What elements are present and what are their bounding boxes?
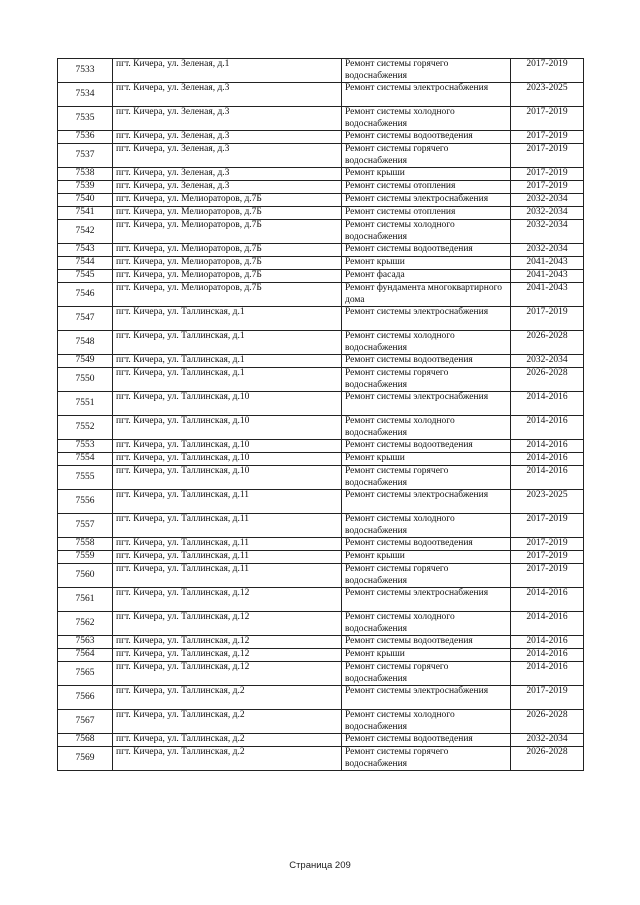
work-type-cell: Ремонт системы холодного водоснабжения bbox=[342, 220, 511, 244]
address-cell: пгт. Кичера, ул. Таллинская, д.12 bbox=[113, 649, 342, 662]
table-row bbox=[58, 538, 584, 551]
table-row bbox=[58, 662, 584, 686]
work-type-cell: Ремонт системы горячего водоснабжения bbox=[342, 747, 511, 771]
table-row bbox=[58, 453, 584, 466]
work-type-cell: Ремонт системы горячего водоснабжения bbox=[342, 662, 511, 686]
address-cell: пгт. Кичера, ул. Зеленая, д.1 bbox=[113, 59, 342, 83]
table-row bbox=[58, 331, 584, 355]
table-row bbox=[58, 392, 584, 416]
table-row bbox=[58, 207, 584, 220]
period-cell: 2014-2016 bbox=[511, 466, 584, 490]
period-cell: 2014-2016 bbox=[511, 588, 584, 612]
period-cell: 2032-2034 bbox=[511, 355, 584, 368]
work-type-cell: Ремонт системы горячего водоснабжения bbox=[342, 368, 511, 392]
work-type-cell: Ремонт системы водоотведения bbox=[342, 355, 511, 368]
table-row bbox=[58, 270, 584, 283]
address-cell: пгт. Кичера, ул. Мелиораторов, д.7Б bbox=[113, 207, 342, 220]
row-number-cell: 7537 bbox=[58, 144, 113, 168]
table-row bbox=[58, 59, 584, 83]
period-cell: 2014-2016 bbox=[511, 453, 584, 466]
work-type-cell: Ремонт крыши bbox=[342, 551, 511, 564]
row-number-cell: 7554 bbox=[58, 453, 113, 466]
work-type-cell: Ремонт крыши bbox=[342, 168, 511, 181]
work-type-cell: Ремонт системы отопления bbox=[342, 181, 511, 194]
address-cell: пгт. Кичера, ул. Мелиораторов, д.7Б bbox=[113, 270, 342, 283]
work-type-cell: Ремонт системы холодного водоснабжения bbox=[342, 107, 511, 131]
row-number-cell: 7547 bbox=[58, 307, 113, 331]
table-row bbox=[58, 107, 584, 131]
work-type-cell: Ремонт фасада bbox=[342, 270, 511, 283]
table-row bbox=[58, 440, 584, 453]
address-cell: пгт. Кичера, ул. Таллинская, д.10 bbox=[113, 466, 342, 490]
period-cell: 2014-2016 bbox=[511, 636, 584, 649]
row-number-cell: 7544 bbox=[58, 257, 113, 270]
period-cell: 2032-2034 bbox=[511, 194, 584, 207]
address-cell: пгт. Кичера, ул. Зеленая, д.3 bbox=[113, 107, 342, 131]
period-cell: 2017-2019 bbox=[511, 181, 584, 194]
table-row bbox=[58, 244, 584, 257]
period-cell: 2017-2019 bbox=[511, 551, 584, 564]
row-number-cell: 7534 bbox=[58, 83, 113, 107]
period-cell: 2032-2034 bbox=[511, 207, 584, 220]
address-cell: пгт. Кичера, ул. Зеленая, д.3 bbox=[113, 168, 342, 181]
table-row bbox=[58, 307, 584, 331]
period-cell: 2026-2028 bbox=[511, 331, 584, 355]
address-cell: пгт. Кичера, ул. Таллинская, д.10 bbox=[113, 453, 342, 466]
address-cell: пгт. Кичера, ул. Таллинская, д.1 bbox=[113, 331, 342, 355]
period-cell: 2014-2016 bbox=[511, 649, 584, 662]
row-number-cell: 7538 bbox=[58, 168, 113, 181]
period-cell: 2017-2019 bbox=[511, 686, 584, 710]
row-number-cell: 7546 bbox=[58, 283, 113, 307]
row-number-cell: 7566 bbox=[58, 686, 113, 710]
work-type-cell: Ремонт системы холодного водоснабжения bbox=[342, 612, 511, 636]
address-cell: пгт. Кичера, ул. Таллинская, д.12 bbox=[113, 588, 342, 612]
address-cell: пгт. Кичера, ул. Таллинская, д.10 bbox=[113, 440, 342, 453]
address-cell: пгт. Кичера, ул. Зеленая, д.3 bbox=[113, 83, 342, 107]
row-number-cell: 7558 bbox=[58, 538, 113, 551]
row-number-cell: 7535 bbox=[58, 107, 113, 131]
work-type-cell: Ремонт крыши bbox=[342, 453, 511, 466]
table-row bbox=[58, 368, 584, 392]
work-type-cell: Ремонт системы горячего водоснабжения bbox=[342, 564, 511, 588]
address-cell: пгт. Кичера, ул. Таллинская, д.1 bbox=[113, 355, 342, 368]
work-type-cell: Ремонт системы горячего водоснабжения bbox=[342, 144, 511, 168]
address-cell: пгт. Кичера, ул. Мелиораторов, д.7Б bbox=[113, 244, 342, 257]
period-cell: 2041-2043 bbox=[511, 270, 584, 283]
row-number-cell: 7559 bbox=[58, 551, 113, 564]
row-number-cell: 7539 bbox=[58, 181, 113, 194]
page-number: Страница 209 bbox=[289, 860, 351, 871]
work-type-cell: Ремонт системы электроснабжения bbox=[342, 194, 511, 207]
address-cell: пгт. Кичера, ул. Таллинская, д.2 bbox=[113, 686, 342, 710]
period-cell: 2023-2025 bbox=[511, 83, 584, 107]
row-number-cell: 7551 bbox=[58, 392, 113, 416]
work-type-cell: Ремонт системы холодного водоснабжения bbox=[342, 710, 511, 734]
period-cell: 2017-2019 bbox=[511, 144, 584, 168]
row-number-cell: 7562 bbox=[58, 612, 113, 636]
table-row bbox=[58, 710, 584, 734]
period-cell: 2017-2019 bbox=[511, 107, 584, 131]
period-cell: 2017-2019 bbox=[511, 168, 584, 181]
row-number-cell: 7541 bbox=[58, 207, 113, 220]
period-cell: 2032-2034 bbox=[511, 244, 584, 257]
address-cell: пгт. Кичера, ул. Таллинская, д.2 bbox=[113, 734, 342, 747]
period-cell: 2017-2019 bbox=[511, 307, 584, 331]
work-type-cell: Ремонт системы водоотведения bbox=[342, 244, 511, 257]
address-cell: пгт. Кичера, ул. Таллинская, д.12 bbox=[113, 636, 342, 649]
period-cell: 2014-2016 bbox=[511, 440, 584, 453]
table-row bbox=[58, 355, 584, 368]
address-cell: пгт. Кичера, ул. Мелиораторов, д.7Б bbox=[113, 257, 342, 270]
table-row bbox=[58, 612, 584, 636]
address-cell: пгт. Кичера, ул. Таллинская, д.2 bbox=[113, 747, 342, 771]
row-number-cell: 7563 bbox=[58, 636, 113, 649]
work-type-cell: Ремонт системы электроснабжения bbox=[342, 686, 511, 710]
period-cell: 2026-2028 bbox=[511, 710, 584, 734]
work-type-cell: Ремонт системы электроснабжения bbox=[342, 392, 511, 416]
address-cell: пгт. Кичера, ул. Таллинская, д.10 bbox=[113, 416, 342, 440]
address-cell: пгт. Кичера, ул. Таллинская, д.11 bbox=[113, 490, 342, 514]
work-type-cell: Ремонт системы отопления bbox=[342, 207, 511, 220]
period-cell: 2026-2028 bbox=[511, 747, 584, 771]
address-cell: пгт. Кичера, ул. Таллинская, д.11 bbox=[113, 551, 342, 564]
work-type-cell: Ремонт системы горячего водоснабжения bbox=[342, 59, 511, 83]
period-cell: 2017-2019 bbox=[511, 538, 584, 551]
table-row bbox=[58, 416, 584, 440]
period-cell: 2017-2019 bbox=[511, 59, 584, 83]
table-row bbox=[58, 83, 584, 107]
address-cell: пгт. Кичера, ул. Мелиораторов, д.7Б bbox=[113, 194, 342, 207]
row-number-cell: 7549 bbox=[58, 355, 113, 368]
table-row bbox=[58, 564, 584, 588]
work-type-cell: Ремонт системы водоотведения bbox=[342, 131, 511, 144]
address-cell: пгт. Кичера, ул. Таллинская, д.1 bbox=[113, 368, 342, 392]
address-cell: пгт. Кичера, ул. Таллинская, д.10 bbox=[113, 392, 342, 416]
table-row bbox=[58, 514, 584, 538]
row-number-cell: 7565 bbox=[58, 662, 113, 686]
period-cell: 2032-2034 bbox=[511, 220, 584, 244]
table-row bbox=[58, 168, 584, 181]
period-cell: 2032-2034 bbox=[511, 734, 584, 747]
address-cell: пгт. Кичера, ул. Таллинская, д.11 bbox=[113, 538, 342, 551]
table-body bbox=[58, 59, 584, 771]
table-row bbox=[58, 636, 584, 649]
period-cell: 2014-2016 bbox=[511, 392, 584, 416]
table-row bbox=[58, 686, 584, 710]
row-number-cell: 7556 bbox=[58, 490, 113, 514]
row-number-cell: 7567 bbox=[58, 710, 113, 734]
row-number-cell: 7550 bbox=[58, 368, 113, 392]
work-type-cell: Ремонт крыши bbox=[342, 649, 511, 662]
work-type-cell: Ремонт системы холодного водоснабжения bbox=[342, 514, 511, 538]
table-row bbox=[58, 257, 584, 270]
address-cell: пгт. Кичера, ул. Мелиораторов, д.7Б bbox=[113, 283, 342, 307]
repair-schedule-table bbox=[57, 58, 584, 771]
table-row bbox=[58, 649, 584, 662]
row-number-cell: 7543 bbox=[58, 244, 113, 257]
address-cell: пгт. Кичера, ул. Зеленая, д.3 bbox=[113, 131, 342, 144]
address-cell: пгт. Кичера, ул. Таллинская, д.12 bbox=[113, 612, 342, 636]
row-number-cell: 7533 bbox=[58, 59, 113, 83]
table-row bbox=[58, 490, 584, 514]
address-cell: пгт. Кичера, ул. Таллинская, д.11 bbox=[113, 564, 342, 588]
work-type-cell: Ремонт системы горячего водоснабжения bbox=[342, 466, 511, 490]
row-number-cell: 7561 bbox=[58, 588, 113, 612]
work-type-cell: Ремонт системы электроснабжения bbox=[342, 490, 511, 514]
row-number-cell: 7564 bbox=[58, 649, 113, 662]
table-row bbox=[58, 466, 584, 490]
table-row bbox=[58, 734, 584, 747]
address-cell: пгт. Кичера, ул. Мелиораторов, д.7Б bbox=[113, 220, 342, 244]
table-row bbox=[58, 131, 584, 144]
row-number-cell: 7536 bbox=[58, 131, 113, 144]
work-type-cell: Ремонт системы электроснабжения bbox=[342, 307, 511, 331]
period-cell: 2041-2043 bbox=[511, 283, 584, 307]
address-cell: пгт. Кичера, ул. Зеленая, д.3 bbox=[113, 144, 342, 168]
work-type-cell: Ремонт системы холодного водоснабжения bbox=[342, 331, 511, 355]
work-type-cell: Ремонт крыши bbox=[342, 257, 511, 270]
table-row bbox=[58, 283, 584, 307]
period-cell: 2017-2019 bbox=[511, 514, 584, 538]
row-number-cell: 7568 bbox=[58, 734, 113, 747]
table-row bbox=[58, 194, 584, 207]
address-cell: пгт. Кичера, ул. Таллинская, д.12 bbox=[113, 662, 342, 686]
row-number-cell: 7540 bbox=[58, 194, 113, 207]
period-cell: 2014-2016 bbox=[511, 416, 584, 440]
row-number-cell: 7542 bbox=[58, 220, 113, 244]
work-type-cell: Ремонт системы электроснабжения bbox=[342, 83, 511, 107]
address-cell: пгт. Кичера, ул. Таллинская, д.1 bbox=[113, 307, 342, 331]
period-cell: 2041-2043 bbox=[511, 257, 584, 270]
work-type-cell: Ремонт системы водоотведения bbox=[342, 734, 511, 747]
work-type-cell: Ремонт фундамента многоквартирного дома bbox=[342, 283, 511, 307]
row-number-cell: 7569 bbox=[58, 747, 113, 771]
work-type-cell: Ремонт системы водоотведения bbox=[342, 538, 511, 551]
row-number-cell: 7552 bbox=[58, 416, 113, 440]
row-number-cell: 7553 bbox=[58, 440, 113, 453]
table-row bbox=[58, 144, 584, 168]
period-cell: 2023-2025 bbox=[511, 490, 584, 514]
work-type-cell: Ремонт системы водоотведения bbox=[342, 636, 511, 649]
period-cell: 2014-2016 bbox=[511, 662, 584, 686]
work-type-cell: Ремонт системы электроснабжения bbox=[342, 588, 511, 612]
row-number-cell: 7560 bbox=[58, 564, 113, 588]
address-cell: пгт. Кичера, ул. Таллинская, д.11 bbox=[113, 514, 342, 538]
address-cell: пгт. Кичера, ул. Таллинская, д.2 bbox=[113, 710, 342, 734]
row-number-cell: 7557 bbox=[58, 514, 113, 538]
row-number-cell: 7545 bbox=[58, 270, 113, 283]
period-cell: 2026-2028 bbox=[511, 368, 584, 392]
table-row bbox=[58, 588, 584, 612]
table-row bbox=[58, 551, 584, 564]
row-number-cell: 7548 bbox=[58, 331, 113, 355]
table-row bbox=[58, 747, 584, 771]
work-type-cell: Ремонт системы водоотведения bbox=[342, 440, 511, 453]
row-number-cell: 7555 bbox=[58, 466, 113, 490]
period-cell: 2017-2019 bbox=[511, 131, 584, 144]
period-cell: 2014-2016 bbox=[511, 612, 584, 636]
work-type-cell: Ремонт системы холодного водоснабжения bbox=[342, 416, 511, 440]
table-row bbox=[58, 220, 584, 244]
table-row bbox=[58, 181, 584, 194]
period-cell: 2017-2019 bbox=[511, 564, 584, 588]
address-cell: пгт. Кичера, ул. Зеленая, д.3 bbox=[113, 181, 342, 194]
